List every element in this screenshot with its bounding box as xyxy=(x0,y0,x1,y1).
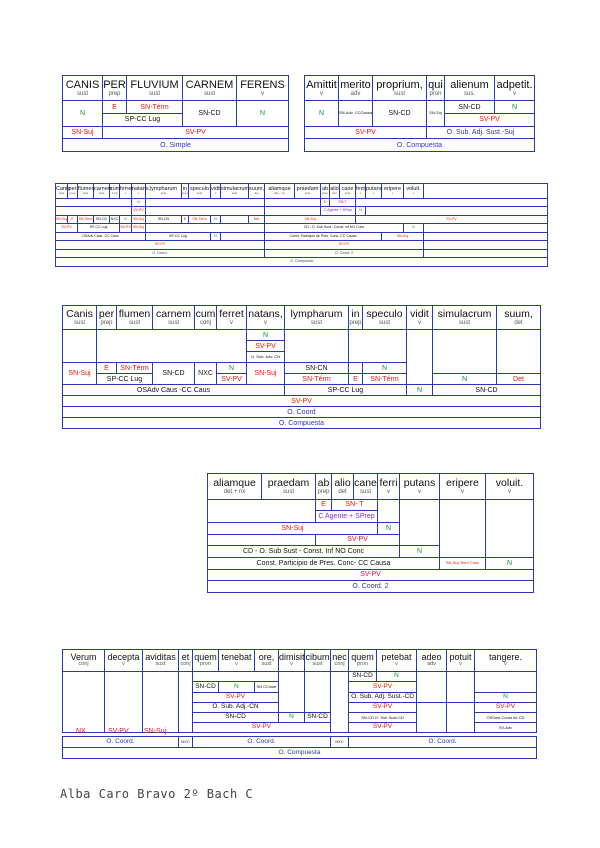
empty-cell xyxy=(447,672,475,703)
label-nxc: NXC xyxy=(331,737,349,748)
empty-cell xyxy=(63,330,97,363)
word-cell: cibum sust xyxy=(305,650,331,672)
label-sn-t: SN-T xyxy=(330,198,356,207)
empty-cell xyxy=(440,499,486,557)
label-n: N xyxy=(247,330,285,341)
empty-cell xyxy=(208,499,316,522)
label-sn-term: SN-Térm xyxy=(117,363,153,374)
label-n: N xyxy=(377,672,417,682)
empty-cell xyxy=(433,330,497,374)
label-n: N xyxy=(219,682,255,693)
word-cell: vidit v xyxy=(407,306,433,330)
word-cell: aviditas sust xyxy=(143,650,179,672)
label-n: N xyxy=(404,224,424,233)
empty-cell xyxy=(63,672,105,733)
empty-cell xyxy=(56,207,132,216)
label-sn-cd: SN-CD xyxy=(153,363,195,385)
label-n: N xyxy=(63,101,103,126)
t6-pv-row xyxy=(62,726,536,737)
label-o-compuesta: O. Compuesta xyxy=(305,139,535,152)
label-sn-suj: SN-Suj xyxy=(63,363,97,385)
label-n: N xyxy=(486,557,534,569)
label-sp-cc-lug: SP-CC Lug xyxy=(146,232,211,241)
word-cell: proprium, sust xyxy=(373,76,427,101)
label-sp-cc-lug: SP-CC Lug xyxy=(78,224,120,233)
empty-cell xyxy=(56,198,132,207)
empty-cell xyxy=(424,184,548,199)
label-nxc: NXC xyxy=(110,215,120,224)
label-sn-suj: SN-Suj xyxy=(208,522,378,534)
word-cell: alio det xyxy=(330,184,340,199)
label-sp-cc-lug: SP-CC Lug xyxy=(97,374,153,385)
label-sv-adv: SV-Adv xyxy=(475,723,537,733)
empty-cell xyxy=(285,330,349,363)
label-n: N xyxy=(363,363,407,374)
word-cell: natans, v xyxy=(247,306,285,330)
label-sv-pv: SV-PV xyxy=(208,569,534,581)
label-o-coord: O. Coord xyxy=(63,407,541,418)
word-cell: putans v xyxy=(400,474,440,500)
empty-cell xyxy=(378,499,400,522)
empty-cell xyxy=(400,499,440,546)
word-cell: adeo adv xyxy=(417,650,447,672)
label-sn-suj: SN-Suj xyxy=(132,215,146,224)
word-cell: FLUVIUM sust xyxy=(127,76,183,101)
word-cell: Amittit v xyxy=(305,76,339,101)
empty-cell xyxy=(146,198,265,207)
label-o-coord-2: O. Coord. 2 xyxy=(208,581,534,593)
label-e: E xyxy=(321,198,330,207)
label-osadv: OSAdv Caus -CC Caus xyxy=(56,232,146,241)
empty-cell xyxy=(497,330,541,374)
empty-cell xyxy=(424,232,548,241)
label-n: N xyxy=(433,374,497,385)
label-nxc: NXC xyxy=(195,363,217,385)
label-o-coord: O. Coord. xyxy=(193,737,331,748)
label-sv-pv: SV-PV xyxy=(193,723,331,733)
empty-cell xyxy=(179,672,193,733)
label-sn-suj-term: SN-Suj-Term Conc xyxy=(440,557,486,569)
label-e: E xyxy=(68,215,78,224)
label-nx: NX xyxy=(76,728,86,735)
label-sn-suj: SN-Suj xyxy=(132,224,146,233)
word-cell: nec conj xyxy=(331,650,349,672)
word-cell: lympharum sust xyxy=(146,184,182,199)
label-sn-term: SN-Term xyxy=(78,215,94,224)
empty-cell xyxy=(97,330,247,363)
empty-cell xyxy=(146,224,265,233)
label-sn-t: SN- T xyxy=(332,499,378,511)
label-sv-pv: SV-PV xyxy=(265,241,424,250)
word-cell: suum, det xyxy=(497,306,541,330)
label-sn-term: SN-Térm xyxy=(127,101,183,114)
label-det: Det xyxy=(249,215,265,224)
word-cell: praedam sust xyxy=(262,474,316,500)
empty-cell xyxy=(265,198,321,207)
label-sn-suj: SN-Suj xyxy=(56,215,68,224)
label-nxc: NXC xyxy=(179,737,193,748)
label-e: E xyxy=(316,499,332,511)
label-sn-term: SN-Térm xyxy=(285,374,349,385)
empty-cell xyxy=(221,232,265,241)
empty-cell xyxy=(221,215,249,224)
word-cell: alienum sus. xyxy=(445,76,495,101)
label-o-sub-adj-sust: O. Sub. Adj. Sust.-CD xyxy=(349,693,417,703)
word-cell: cum conj xyxy=(110,184,120,199)
word-cell: Canis sust xyxy=(56,184,68,199)
label-cd-o-sub: CD - O. Sub Sust - Const. Inf NO Conc xyxy=(265,224,404,233)
analysis-table-canis-compuesta xyxy=(62,305,541,429)
label-n: N xyxy=(279,713,305,723)
word-cell: natans, v xyxy=(132,184,146,199)
word-cell: aliamque det.+ nx xyxy=(265,184,295,199)
label-c-agente: C Agente + SPrep xyxy=(316,511,378,523)
label-o-coord-2: O. Coord. 2 xyxy=(265,249,424,258)
word-cell: cane sust xyxy=(340,184,356,199)
label-sn-cc: SN CCinstr xyxy=(255,682,279,693)
empty-cell xyxy=(208,534,316,546)
label-sn-suj: SN-Suj xyxy=(144,728,167,735)
word-cell: eripere v xyxy=(382,184,404,199)
label-o-sub-adv: O. Sub. Adv. CN xyxy=(247,352,285,363)
word-cell: decepta v xyxy=(105,650,143,672)
word-cell: quem pron xyxy=(193,650,219,672)
label-sv-pv: SV-PV xyxy=(56,241,265,250)
label-sn-suj: SN-Suj xyxy=(63,126,103,139)
word-cell: alio det xyxy=(332,474,354,500)
label-sv-pv: SV-PV xyxy=(108,728,129,735)
label-sv-pv: SV-PV xyxy=(103,126,289,139)
label-n: N xyxy=(407,385,433,396)
empty-cell xyxy=(424,249,548,258)
word-cell: putans v xyxy=(366,184,382,199)
label-sn-cd: SN-CD xyxy=(94,215,110,224)
word-cell: ferri v xyxy=(378,474,400,500)
empty-cell xyxy=(349,330,407,363)
word-cell: aliamque det.+ nx xyxy=(208,474,262,500)
word-cell: et conj xyxy=(179,650,193,672)
word-cell: Verum conj xyxy=(63,650,105,672)
word-cell: ab prep xyxy=(316,474,332,500)
label-sv-pv: SV-PV xyxy=(445,113,535,126)
word-cell: eripere v xyxy=(440,474,486,500)
word-cell: tangere. v xyxy=(475,650,537,672)
label-o-compuesta: O. Compuesta xyxy=(63,748,537,759)
word-cell: lympharum sust xyxy=(285,306,349,330)
label-const-participio: Const. Participio de Pres. Conc- CC Causa xyxy=(265,232,382,241)
label-sv-pv: SV-PV xyxy=(349,703,417,713)
empty-cell xyxy=(486,499,534,557)
empty-cell xyxy=(279,672,305,713)
label-sv-pv: SV-PV xyxy=(349,682,417,693)
empty-cell xyxy=(146,207,265,216)
label-sv-pv: SV-PV xyxy=(349,723,417,733)
label-sp-cc-lug: SP-CC Lug xyxy=(285,385,407,396)
label-sn-cd: SN-CD xyxy=(433,385,541,396)
label-sn-cn: SN-CN xyxy=(146,215,182,224)
label-sn-suj: SN-Suj xyxy=(382,232,424,241)
label-sn-term: SN-Térm xyxy=(189,215,211,224)
word-cell: merito adv xyxy=(339,76,373,101)
analysis-table-amittit xyxy=(304,75,535,152)
word-cell: voluit. v xyxy=(404,184,424,199)
label-sv-pv: SV-PV xyxy=(356,215,548,224)
label-o-coord: O. Coord. xyxy=(63,737,179,748)
label-o-coord: O. Coord. xyxy=(56,249,265,258)
label-sn-cd: SN-CD xyxy=(349,672,377,682)
label-n: N xyxy=(400,546,440,558)
label-sn-cd: SN-CD xyxy=(183,101,237,126)
label-const-participio: Const. Participio de Pres. Conc- CC Causa xyxy=(208,557,440,569)
empty-cell xyxy=(417,672,447,703)
label-n: N xyxy=(356,207,366,216)
label-n: N xyxy=(120,215,132,224)
empty-cell xyxy=(424,224,548,233)
label-sv-pv: SV-PV xyxy=(305,126,427,139)
word-cell: quem pron xyxy=(349,650,377,672)
analysis-table-overview xyxy=(55,183,548,267)
label-sv-pv: SV-PV xyxy=(475,703,537,713)
label-e: E xyxy=(97,363,117,374)
label-sv-pv: SV-PV xyxy=(132,207,146,216)
word-cell: CARNEM sust xyxy=(183,76,237,101)
word-cell: simulacrum sust xyxy=(433,306,497,330)
label-o-compuesta: O. Compuesta xyxy=(56,258,548,267)
word-cell: vidit v xyxy=(211,184,221,199)
label-e: E xyxy=(349,374,363,385)
word-cell: in prep xyxy=(349,306,363,330)
word-cell: adpetit. v xyxy=(495,76,535,101)
word-cell: ab prep xyxy=(321,184,330,199)
word-cell: tenebat v xyxy=(219,650,255,672)
empty-cell xyxy=(407,330,433,385)
label-n: N xyxy=(211,232,221,241)
label-sv-pv: SV-PV xyxy=(193,693,279,703)
word-cell: in prep xyxy=(182,184,189,199)
word-cell: flumen sust xyxy=(78,184,94,199)
label-c-agente: C Agente + SPrep xyxy=(321,207,356,216)
label-cd-o-sub: CD - O. Sub Sust - Const. Inf NO Conc xyxy=(208,546,400,558)
label-sn-cd: SN-CD xyxy=(445,101,495,114)
label-sv-pv: SV-PV xyxy=(217,374,247,385)
label-sn-suj: SN-Suj xyxy=(247,363,285,385)
word-cell: ore, sust xyxy=(255,650,279,672)
word-cell: PER prep xyxy=(103,76,127,101)
label-sn-cd: SN-CD xyxy=(305,713,331,723)
label-o-coord: O. Coord. xyxy=(349,737,537,748)
analysis-table-canis-simple xyxy=(62,75,289,152)
empty-cell xyxy=(475,672,537,693)
word-cell: qui pron xyxy=(427,76,445,101)
empty-cell xyxy=(105,672,143,733)
word-cell: ferret v xyxy=(217,306,247,330)
label-sn-suj: SN-Suj xyxy=(265,215,356,224)
label-e: E xyxy=(103,101,127,114)
label-sn-cd: SN-CD xyxy=(373,101,427,126)
word-cell: CANIS sust xyxy=(63,76,103,101)
analysis-table-aliamque xyxy=(207,473,534,593)
empty-cell xyxy=(265,207,321,216)
label-osadv: OSAdv Caus -CC Caus xyxy=(63,385,285,396)
label-sv-pv: SV-PV xyxy=(56,224,78,233)
word-cell: ferret v xyxy=(120,184,132,199)
label-sn-adv: SN-Adv. CCCausa xyxy=(339,101,373,126)
word-cell: per prep xyxy=(68,184,78,199)
word-cell: cum conj xyxy=(195,306,217,330)
label-sv-pv: SV-PV xyxy=(247,341,285,352)
word-cell: suum, det xyxy=(249,184,265,199)
label-sn-term: SN-Térm xyxy=(363,374,407,385)
author-signature: Alba Caro Bravo 2º Bach C xyxy=(60,787,254,801)
label-sn-cn: SN-CN xyxy=(285,363,349,374)
label-o-sub-adj: O. Sub. Adj.-CN xyxy=(193,703,279,713)
word-cell: praedam sust xyxy=(295,184,321,199)
word-cell: per prep xyxy=(97,306,117,330)
label-n: N xyxy=(495,101,535,114)
word-cell: simulacrum sust xyxy=(221,184,249,199)
label-n: N xyxy=(378,522,400,534)
word-cell: carnem sust xyxy=(94,184,110,199)
empty-cell xyxy=(349,363,363,374)
word-cell: petebat v xyxy=(377,650,417,672)
empty-cell xyxy=(424,241,548,250)
label-sv-pv: SV-PV xyxy=(63,396,541,407)
word-cell: cane sust xyxy=(354,474,378,500)
word-cell: flumen sust xyxy=(117,306,153,330)
label-n: N xyxy=(305,101,339,126)
label-ossust-const-inf: OSSust Const.Inf-CD xyxy=(475,713,537,723)
word-cell: FERENS v xyxy=(237,76,289,101)
label-sn-cd: SN-CD xyxy=(193,682,219,693)
word-cell: Canis sust xyxy=(63,306,97,330)
label-n: N xyxy=(217,363,247,374)
word-cell: voluit. v xyxy=(486,474,534,500)
label-sp-cc-lug: SP-CC Lug xyxy=(103,113,183,126)
label-o-simple: O. Simple xyxy=(63,139,289,152)
label-sn-suj: SN-Suj xyxy=(427,101,445,126)
label-det: Det xyxy=(497,374,541,385)
empty-cell xyxy=(305,672,331,713)
word-cell: speculo sust xyxy=(363,306,407,330)
analysis-table-verum xyxy=(62,649,537,759)
label-sv-pv: SV-PV xyxy=(120,224,132,233)
word-cell: potuit v xyxy=(447,650,475,672)
word-cell: carnem sust xyxy=(153,306,195,330)
empty-cell xyxy=(193,672,279,682)
word-cell: speculo sust xyxy=(189,184,211,199)
word-cell: ferri v xyxy=(356,184,366,199)
label-sv-pv: SV-PV xyxy=(316,534,400,546)
label-n: N xyxy=(475,693,537,703)
label-n: N xyxy=(211,215,221,224)
label-n: N xyxy=(132,198,146,207)
empty-cell xyxy=(366,207,548,216)
label-sn-cd: SN-CD xyxy=(193,713,279,723)
label-e: E xyxy=(182,215,189,224)
empty-cell xyxy=(331,672,349,733)
empty-cell xyxy=(356,198,548,207)
label-n: N xyxy=(237,101,289,126)
word-cell: dimisit v xyxy=(279,650,305,672)
empty-cell xyxy=(143,672,179,733)
label-o-compuesta: O. Compuesta xyxy=(63,418,541,429)
label-o-sub-sust-cd: SN-CD O. Sub Sust-CD xyxy=(349,713,417,723)
label-o-sub: O. Sub. Adj. Sust.-Suj xyxy=(427,126,535,139)
